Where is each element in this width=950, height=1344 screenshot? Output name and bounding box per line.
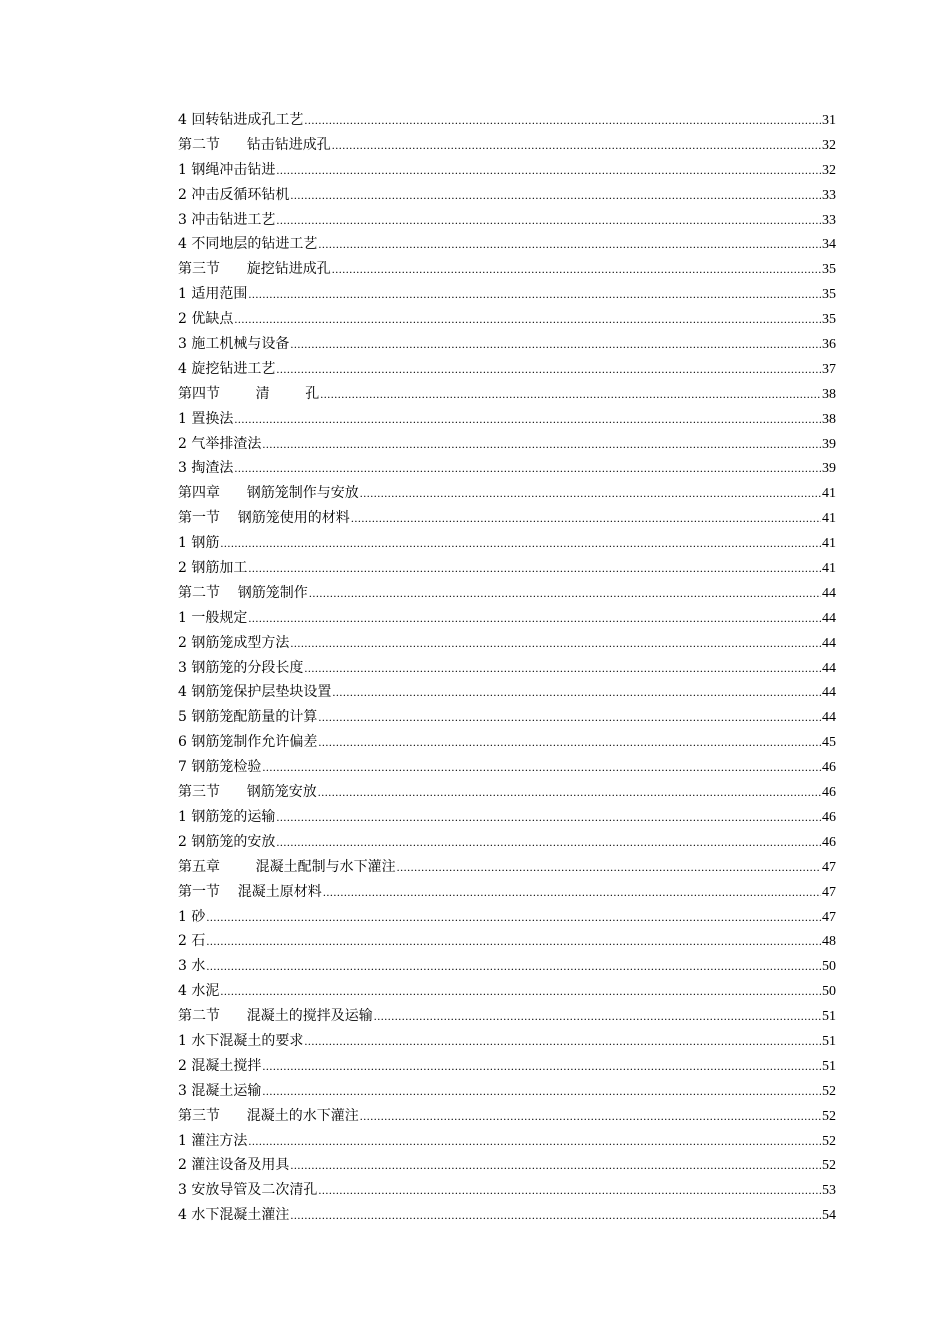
- toc-entry-page-number: 44: [822, 610, 836, 626]
- toc-dot-leader: [276, 830, 821, 855]
- toc-dot-leader: [318, 705, 821, 730]
- toc-entry[interactable]: [178, 232, 836, 257]
- toc-entry-page-number: 52: [822, 1158, 836, 1174]
- toc-entry-page-number: 47: [822, 884, 836, 900]
- toc-entry-title: 2 混凝土搅拌: [178, 1057, 262, 1074]
- toc-dot-leader: [234, 307, 821, 332]
- toc-dot-leader: [206, 905, 821, 930]
- toc-entry-page-number: 50: [822, 959, 836, 975]
- toc-entry-title: 3 混凝土运输: [178, 1082, 262, 1099]
- toc-dot-leader: [276, 357, 821, 382]
- toc-entry-title: 第一节 混凝土原材料: [178, 883, 322, 900]
- toc-entry-title: 1 水下混凝土的要求: [178, 1032, 304, 1049]
- toc-entry-page-number: 46: [822, 809, 836, 825]
- toc-entry-page-number: 34: [822, 237, 836, 253]
- toc-entry[interactable]: [178, 805, 836, 830]
- toc-entry-title: 3 安放导管及二次清孔: [178, 1182, 318, 1199]
- toc-dot-leader: [318, 730, 821, 755]
- toc-entry-title: 1 钢筋: [178, 535, 220, 552]
- toc-dot-leader: [220, 531, 821, 556]
- toc-dot-leader: [397, 855, 821, 880]
- toc-entry-page-number: 41: [822, 486, 836, 502]
- toc-entry-title: 2 钢筋加工: [178, 560, 248, 577]
- toc-dot-leader: [276, 208, 821, 233]
- toc-entry-title: 4 钢筋笼保护层垫块设置: [178, 684, 332, 701]
- toc-entry-title: 7 钢筋笼检验: [178, 759, 262, 776]
- toc-dot-leader: [262, 755, 821, 780]
- toc-entry[interactable]: [178, 1004, 836, 1029]
- toc-entry[interactable]: [178, 705, 836, 730]
- toc-entry[interactable]: [178, 357, 836, 382]
- toc-entry[interactable]: [178, 929, 836, 954]
- toc-entry-title: 5 钢筋笼配筋量的计算: [178, 709, 318, 726]
- toc-entry-title: 第四章 钢筋笼制作与安放: [178, 485, 359, 502]
- toc-dot-leader: [276, 158, 821, 183]
- toc-entry[interactable]: [178, 208, 836, 233]
- toc-entry[interactable]: [178, 755, 836, 780]
- toc-entry-title: 第二节 钻击钻进成孔: [178, 136, 331, 153]
- toc-dot-leader: [320, 382, 821, 407]
- toc-entry[interactable]: [178, 880, 836, 905]
- toc-dot-leader: [351, 506, 821, 531]
- toc-entry[interactable]: [178, 183, 836, 208]
- toc-entry[interactable]: [178, 407, 836, 432]
- toc-dot-leader: [332, 680, 821, 705]
- toc-entry-page-number: 32: [822, 162, 836, 178]
- toc-entry-page-number: 41: [822, 561, 836, 577]
- toc-entry-title: 1 置换法: [178, 410, 234, 427]
- toc-entry-page-number: 46: [822, 785, 836, 801]
- toc-dot-leader: [304, 656, 821, 681]
- toc-entry-page-number: 50: [822, 984, 836, 1000]
- toc-entry-page-number: 44: [822, 635, 836, 651]
- toc-entry-page-number: 45: [822, 735, 836, 751]
- toc-entry[interactable]: [178, 830, 836, 855]
- toc-entry-title: 1 钢筋笼的运输: [178, 808, 276, 825]
- toc-dot-leader: [332, 257, 821, 282]
- toc-entry-title: 3 钢筋笼的分段长度: [178, 659, 304, 676]
- toc-entry-title: 第三节 混凝土的水下灌注: [178, 1107, 359, 1124]
- toc-entry[interactable]: [178, 456, 836, 481]
- toc-entry-title: 第四节 清 孔: [178, 385, 320, 402]
- toc-dot-leader: [220, 979, 821, 1004]
- toc-entry-page-number: 51: [822, 1033, 836, 1049]
- toc-entry-page-number: 35: [822, 262, 836, 278]
- toc-dot-leader: [262, 1054, 821, 1079]
- toc-dot-leader: [248, 606, 821, 631]
- toc-entry-page-number: 44: [822, 685, 836, 701]
- toc-entry[interactable]: [178, 257, 836, 282]
- toc-entry-page-number: 33: [822, 187, 836, 203]
- toc-dot-leader: [234, 407, 821, 432]
- toc-entry-page-number: 47: [822, 859, 836, 875]
- toc-entry-title: 3 冲击钻进工艺: [178, 211, 276, 228]
- toc-entry[interactable]: [178, 730, 836, 755]
- toc-dot-leader: [290, 1203, 821, 1228]
- table-of-contents: [178, 108, 836, 1228]
- toc-dot-leader: [332, 133, 821, 158]
- toc-entry[interactable]: [178, 631, 836, 656]
- toc-dot-leader: [248, 1129, 821, 1154]
- toc-entry-page-number: 54: [822, 1208, 836, 1224]
- toc-entry-title: 2 冲击反循环钻机: [178, 186, 290, 203]
- toc-entry-title: 4 水下混凝土灌注: [178, 1207, 290, 1224]
- toc-entry-title: 4 水泥: [178, 983, 220, 1000]
- toc-dot-leader: [374, 1004, 821, 1029]
- toc-entry-title: 3 掏渣法: [178, 460, 234, 477]
- toc-entry[interactable]: [178, 481, 836, 506]
- toc-entry-page-number: 37: [822, 361, 836, 377]
- toc-dot-leader: [206, 929, 821, 954]
- toc-entry[interactable]: [178, 1203, 836, 1228]
- toc-entry-page-number: 47: [822, 909, 836, 925]
- toc-entry-title: 第二节 钢筋笼制作: [178, 584, 308, 601]
- toc-entry-title: 2 优缺点: [178, 311, 234, 328]
- toc-entry[interactable]: [178, 1129, 836, 1154]
- toc-entry[interactable]: [178, 780, 836, 805]
- toc-dot-leader: [290, 183, 821, 208]
- toc-entry[interactable]: [178, 1079, 836, 1104]
- toc-entry-page-number: 41: [822, 536, 836, 552]
- toc-entry[interactable]: [178, 432, 836, 457]
- toc-entry-title: 第一节 钢筋笼使用的材料: [178, 510, 350, 527]
- toc-entry-title: 2 钢筋笼的安放: [178, 833, 276, 850]
- toc-entry[interactable]: [178, 1054, 836, 1079]
- toc-entry-title: 6 钢筋笼制作允许偏差: [178, 734, 318, 751]
- toc-entry-page-number: 39: [822, 436, 836, 452]
- toc-entry-page-number: 39: [822, 461, 836, 477]
- toc-entry[interactable]: [178, 282, 836, 307]
- toc-dot-leader: [323, 880, 821, 905]
- toc-entry-page-number: 44: [822, 585, 836, 601]
- toc-entry-page-number: 35: [822, 312, 836, 328]
- toc-entry-title: 3 施工机械与设备: [178, 336, 290, 353]
- toc-entry-title: 4 不同地层的钻进工艺: [178, 236, 318, 253]
- toc-dot-leader: [309, 581, 821, 606]
- toc-entry-title: 4 回转钻进成孔工艺: [178, 112, 304, 128]
- toc-entry[interactable]: [178, 680, 836, 705]
- toc-entry-page-number: 46: [822, 834, 836, 850]
- toc-entry-page-number: 41: [822, 511, 836, 527]
- toc-entry-page-number: 51: [822, 1058, 836, 1074]
- toc-entry-page-number: 46: [822, 760, 836, 776]
- toc-dot-leader: [360, 481, 821, 506]
- toc-entry-page-number: 33: [822, 212, 836, 228]
- toc-entry[interactable]: [178, 1029, 836, 1054]
- toc-entry[interactable]: [178, 506, 836, 531]
- toc-entry[interactable]: [178, 382, 836, 407]
- toc-entry-page-number: 48: [822, 934, 836, 950]
- toc-entry[interactable]: [178, 1178, 836, 1203]
- toc-entry-title: 第五章 混凝土配制与水下灌注: [178, 858, 396, 875]
- toc-dot-leader: [318, 1178, 821, 1203]
- toc-entry-page-number: 52: [822, 1083, 836, 1099]
- toc-entry-title: 2 钢筋笼成型方法: [178, 634, 290, 651]
- toc-entry-page-number: 35: [822, 287, 836, 303]
- toc-entry-title: 3 水: [178, 958, 206, 975]
- toc-entry-title: 1 砂: [178, 908, 206, 925]
- toc-entry-title: 1 适用范围: [178, 286, 248, 303]
- toc-entry-page-number: 31: [822, 113, 836, 128]
- toc-entry[interactable]: [178, 332, 836, 357]
- toc-entry-title: 2 灌注设备及用具: [178, 1157, 290, 1174]
- toc-entry-page-number: 44: [822, 710, 836, 726]
- toc-entry-title: 第二节 混凝土的搅拌及运输: [178, 1008, 373, 1025]
- toc-entry[interactable]: [178, 1104, 836, 1129]
- toc-entry-page-number: 38: [822, 411, 836, 427]
- toc-entry[interactable]: [178, 1153, 836, 1178]
- toc-dot-leader: [262, 1079, 821, 1104]
- toc-dot-leader: [318, 780, 821, 805]
- toc-dot-leader: [290, 1153, 821, 1178]
- toc-entry-title: 第三节 旋挖钻进成孔: [178, 261, 331, 278]
- toc-dot-leader: [262, 432, 821, 457]
- toc-entry-title: 1 一般规定: [178, 609, 248, 626]
- toc-entry[interactable]: [178, 108, 836, 133]
- toc-entry-title: 1 灌注方法: [178, 1132, 248, 1149]
- toc-entry-page-number: 52: [822, 1133, 836, 1149]
- toc-entry[interactable]: [178, 656, 836, 681]
- toc-entry-page-number: 52: [822, 1108, 836, 1124]
- toc-entry-title: 2 气举排渣法: [178, 435, 262, 452]
- toc-entry-page-number: 51: [822, 1009, 836, 1025]
- toc-entry-title: 1 钢绳冲击钻进: [178, 161, 276, 178]
- toc-entry-page-number: 32: [822, 137, 836, 153]
- toc-entry-page-number: 38: [822, 386, 836, 402]
- toc-entry[interactable]: [178, 979, 836, 1004]
- toc-dot-leader: [234, 456, 821, 481]
- toc-entry-title: 2 石: [178, 933, 206, 950]
- toc-entry-title: 4 旋挖钻进工艺: [178, 360, 276, 377]
- toc-entry[interactable]: [178, 581, 836, 606]
- toc-dot-leader: [248, 282, 821, 307]
- toc-entry[interactable]: [178, 606, 836, 631]
- toc-entry[interactable]: [178, 158, 836, 183]
- toc-entry-title: 第三节 钢筋笼安放: [178, 784, 317, 801]
- toc-dot-leader: [318, 232, 821, 257]
- toc-entry[interactable]: [178, 531, 836, 556]
- toc-dot-leader: [360, 1104, 821, 1129]
- toc-dot-leader: [206, 954, 821, 979]
- toc-entry[interactable]: [178, 133, 836, 158]
- toc-entry[interactable]: [178, 855, 836, 880]
- toc-entry[interactable]: [178, 905, 836, 930]
- toc-entry[interactable]: [178, 556, 836, 581]
- toc-entry[interactable]: [178, 307, 836, 332]
- toc-entry-page-number: 53: [822, 1183, 836, 1199]
- toc-dot-leader: [290, 631, 821, 656]
- toc-dot-leader: [276, 805, 821, 830]
- toc-entry[interactable]: [178, 954, 836, 979]
- toc-dot-leader: [290, 332, 821, 357]
- toc-entry-page-number: 44: [822, 660, 836, 676]
- toc-dot-leader: [304, 1029, 821, 1054]
- toc-dot-leader: [248, 556, 821, 581]
- toc-dot-leader: [304, 108, 821, 133]
- toc-entry-page-number: 36: [822, 337, 836, 353]
